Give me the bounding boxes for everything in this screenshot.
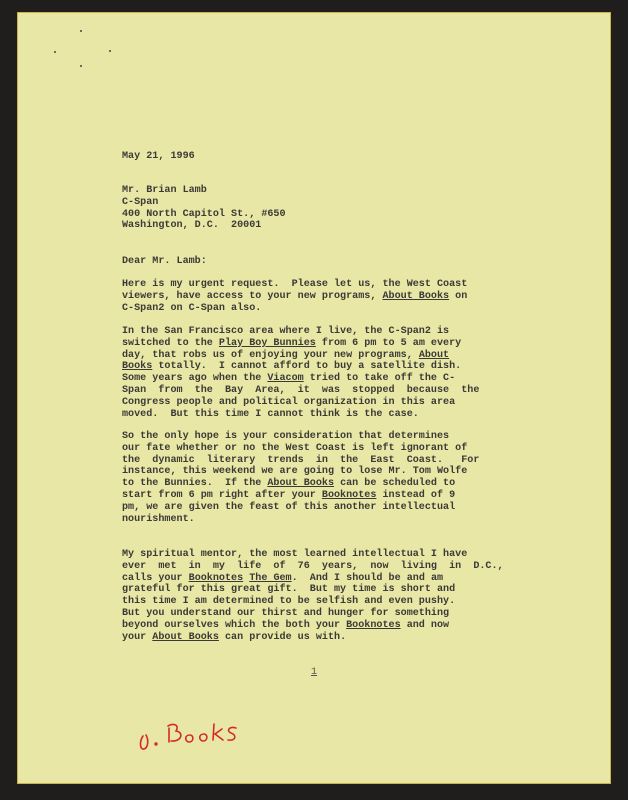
text-segment: on [449, 290, 468, 302]
text-segment: can be scheduled to [334, 478, 456, 490]
address-line: 400 North Capitol St., #650 [122, 208, 286, 220]
text-line [122, 561, 504, 573]
text-segment: So the only hope is your consideration that determines [122, 431, 450, 442]
text-segment: nourishment. [122, 513, 195, 525]
text-line [122, 279, 467, 291]
speck [109, 50, 111, 52]
text-line [122, 514, 479, 526]
salutation: Dear Mr. Lamb: [122, 256, 207, 267]
text-line [122, 443, 479, 455]
paragraph-2 [122, 326, 479, 420]
underlined-title: About [418, 349, 450, 361]
address-line: Mr. Brian Lamb [122, 185, 207, 196]
speck [80, 65, 82, 67]
text-line [122, 338, 479, 350]
text-line [122, 573, 504, 585]
text-line [122, 397, 479, 409]
text-line [122, 620, 504, 632]
address-line: C-Span [122, 196, 159, 208]
text-segment: instance, this weekend we are going to lose Mr. Tom Wolfe [122, 466, 468, 478]
handwritten-note [138, 714, 258, 754]
text-segment: switched to the [122, 337, 219, 349]
text-segment: to the Bunnies. If the [122, 478, 268, 490]
text-line [122, 291, 467, 303]
text-segment: . And I should be and am [291, 572, 444, 584]
underlined-title: About Books [152, 631, 219, 643]
text-line [122, 409, 479, 421]
text-segment: start from 6 pm right after your [122, 489, 322, 501]
text-segment: My spiritual mentor, the most learned intellectual I have [122, 549, 468, 560]
text-segment: Span from the Bay Area, it was stopped because the [122, 384, 480, 396]
text-line [122, 373, 479, 385]
text-line [122, 596, 504, 608]
text-segment: tried to take off the C- [303, 373, 456, 385]
text-segment: In the San Francisco area where I live, the C-Span2 is [122, 326, 450, 337]
text-line [122, 490, 479, 502]
paragraph-1 [122, 279, 467, 314]
text-line [122, 361, 479, 373]
text-segment: day, that robs us of enjoying your new programs, [122, 349, 419, 361]
text-segment: this time I am determined to be selfish and even pushy. [122, 596, 456, 608]
underlined-title: About Books [382, 290, 450, 302]
speck [54, 51, 56, 53]
recipient-address [122, 185, 286, 232]
text-segment: your [122, 631, 153, 643]
address-line: Washington, D.C. 20001 [122, 220, 262, 232]
text-segment: from 6 pm to 5 am every [315, 337, 462, 349]
text-line [122, 385, 479, 397]
text-line [122, 350, 479, 362]
text-line [122, 326, 479, 338]
text-line [122, 455, 479, 467]
text-segment: instead of 9 [376, 489, 456, 501]
text-line [122, 632, 504, 644]
text-line [122, 584, 504, 596]
text-line [122, 502, 479, 514]
text-segment: grateful for this great gift. But my time is short and [122, 584, 456, 596]
text-segment: totally. I cannot afford to buy a satellite dish. [152, 361, 462, 373]
text-line [122, 608, 504, 620]
text-segment: calls your [122, 572, 189, 584]
underlined-title: Play Boy Bunnies [218, 337, 316, 349]
text-segment: Congress people and political organization in this area [122, 396, 456, 408]
text-segment: moved. But this time I cannot think is the case. [122, 408, 419, 420]
underlined-title: Viacom [267, 373, 304, 385]
underlined-title: Booknotes [346, 619, 401, 631]
text-segment: ever met in my life of 76 years, now living in D.C., [122, 560, 504, 572]
text-segment: C-Span2 on C-Span also. [122, 302, 262, 314]
text-segment: beyond ourselves which the both your [122, 619, 347, 631]
text-line [122, 478, 479, 490]
underlined-title: The Gem [249, 572, 292, 584]
paragraph-4 [122, 549, 504, 643]
text-line [122, 431, 479, 443]
text-segment: our fate whether or no the West Coast is left ignorant of [122, 442, 468, 454]
page-number: 1 [311, 667, 318, 678]
text-segment: But you understand our thirst and hunger for something [122, 607, 450, 619]
letter-date: May 21, 1996 [122, 151, 195, 162]
text-segment: can provide us with. [218, 631, 347, 643]
underlined-title: About Books [267, 478, 335, 490]
text-segment: viewers, have access to your new programs, [122, 290, 383, 302]
underlined-title: Booknotes [321, 489, 377, 501]
text-segment: Some years ago when the [122, 373, 268, 385]
text-line [122, 549, 504, 561]
paragraph-3 [122, 431, 479, 525]
text-line [122, 466, 479, 478]
underlined-title: Booknotes [188, 572, 244, 584]
text-line [122, 303, 467, 315]
text-segment: the dynamic literary trends in the East Coast. For [122, 454, 480, 466]
text-segment: and now [400, 619, 450, 631]
speck [80, 30, 82, 32]
text-segment: Here is my urgent request. Please let us, the West Coast [122, 279, 468, 290]
underlined-title: Books [122, 361, 153, 373]
text-segment: pm, we are given the feast of this another intellectual [122, 501, 456, 513]
